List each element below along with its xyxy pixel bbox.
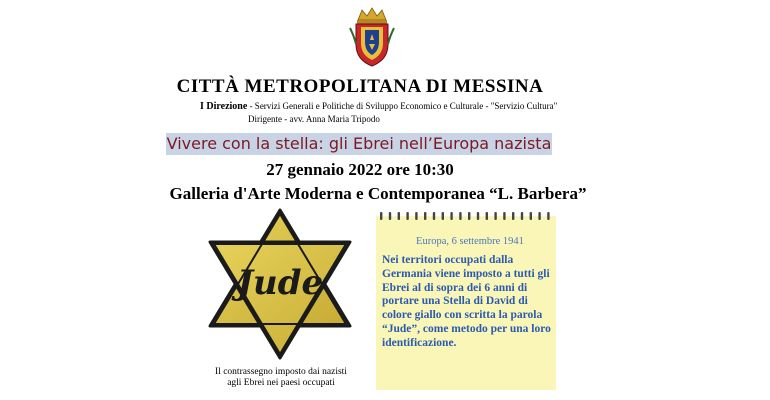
event-title: Vivere con la stella: gli Ebrei nell’Europa nazista [166,134,552,153]
notepad-spiral-icon [376,212,556,222]
department-services: - Servizi Generali e Politiche di Sviluppo Economico e Culturale - "Servizio Cultura" [247,101,558,111]
badge-word: Jude [236,263,324,303]
note-heading: Europa, 6 settembre 1941 [416,236,524,247]
department-name: I Direzione [200,101,248,112]
manager-line: Dirigente - avv. Anna Maria Tripodo [248,114,380,124]
organization-title: CITTÀ METROPOLITANA DI MESSINA [176,76,544,97]
badge-caption-line-2: agli Ebrei nei paesi occupati [227,378,335,388]
note-body: Nei territori occupati dalla Germania viene imposto a tutti gli Ebrei al di sopra dei 6 anni di portare una Stella di David di colore giallo con scritta la parola “Jude”, come metodo per una loro identificazione. [382,254,551,349]
department-line [200,101,557,112]
event-venue: Galleria d'Arte Moderna e Contemporanea “L. Barbera” [169,184,587,203]
star-of-david-badge [200,208,360,360]
badge-caption-line-1: Il contrassegno imposto dai nazisti [215,367,347,377]
badge-caption [196,367,366,389]
coat-of-arms-icon [348,6,396,68]
event-date: 27 gennaio 2022 ore 10:30 [266,160,454,179]
